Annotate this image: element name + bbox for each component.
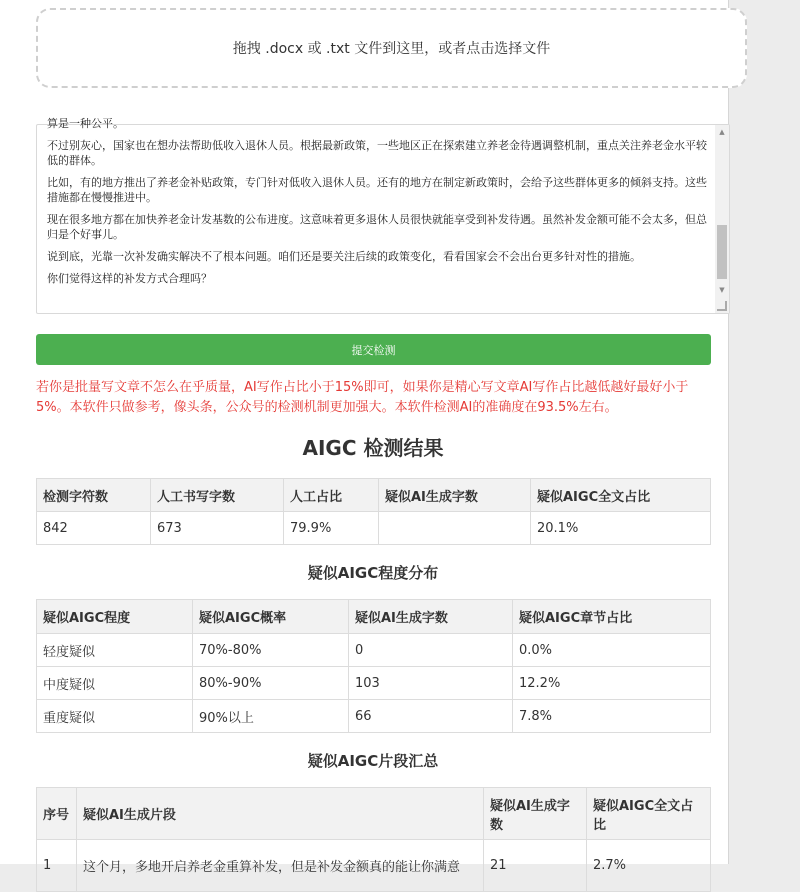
table-cell: 842 (37, 512, 151, 545)
table-row (37, 700, 711, 733)
submit-button[interactable]: 提交检测 (36, 334, 711, 365)
fragments-table (36, 787, 711, 892)
table-cell: 1 (37, 840, 77, 892)
text-paragraph: 不过别灰心，国家也在想办法帮助低收入退休人员。根据最新政策，一些地区正在探索建立养老金待遇调整机制，重点关注养老金水平较低的群体。 (47, 139, 707, 167)
textarea-content[interactable] (37, 116, 717, 293)
summary-table (36, 478, 711, 545)
distribution-table (36, 599, 711, 733)
text-paragraph: 比如，有的地方推出了养老金补贴政策，专门针对低收入退休人员。还有的地方在制定新政策时，会给予这些群体更多的倾斜支持。这些措施都在慢慢推进中。 (47, 176, 707, 204)
summary-header: 疑似AIGC全文占比 (531, 479, 711, 512)
table-cell: 673 (151, 512, 284, 545)
table-row (37, 667, 711, 700)
fragments-header: 疑似AI生成字数 (484, 788, 587, 840)
summary-header: 人工占比 (284, 479, 379, 512)
scroll-up-icon[interactable]: ▲ (719, 128, 725, 136)
table-cell: 66 (349, 700, 513, 733)
table-cell (379, 512, 531, 545)
distribution-header: 疑似AIGC章节占比 (513, 600, 711, 634)
text-paragraph: 说到底，光靠一次补发确实解决不了根本问题。咱们还是要关注后续的政策变化，看看国家会不会出台更多针对性的措施。 (47, 250, 641, 263)
table-cell: 轻度疑似 (37, 634, 193, 667)
text-paragraph: 你们觉得这样的补发方式合理吗？ (47, 272, 212, 285)
fragments-header: 疑似AI生成片段 (77, 788, 484, 840)
table-row (37, 512, 711, 545)
scroll-thumb[interactable] (717, 225, 727, 279)
table-cell: 21 (484, 840, 587, 892)
distribution-title: 疑似AIGC程度分布 (307, 564, 439, 582)
distribution-header: 疑似AIGC概率 (193, 600, 349, 634)
summary-header: 疑似AI生成字数 (379, 479, 531, 512)
table-cell: 0 (349, 634, 513, 667)
table-cell: 103 (349, 667, 513, 700)
fragments-title: 疑似AIGC片段汇总 (307, 752, 439, 770)
table-cell: 7.8% (513, 700, 711, 733)
text-paragraph: 算是一种公平。 (47, 117, 124, 130)
article-textarea[interactable] (36, 117, 730, 314)
table-cell: 12.2% (513, 667, 711, 700)
textarea-scrollbar[interactable] (715, 125, 729, 313)
table-cell: 80%-90% (193, 667, 349, 700)
table-cell: 重度疑似 (37, 700, 193, 733)
table-cell: 79.9% (284, 512, 379, 545)
distribution-header: 疑似AIGC程度 (37, 600, 193, 634)
text-paragraph: 现在很多地方都在加快养老金计发基数的公布进度。这意味着更多退休人员很快就能享受到补发待遇。虽然补发金额可能不会太多，但总归是个好事儿。 (47, 213, 707, 241)
table-cell: 2.7% (587, 840, 711, 892)
dropzone-text: 拖拽 .docx 或 .txt 文件到这里，或者点击选择文件 (232, 41, 551, 57)
distribution-header: 疑似AI生成字数 (349, 600, 513, 634)
summary-header: 人工书写字数 (151, 479, 284, 512)
fragments-header: 疑似AIGC全文占比 (587, 788, 711, 840)
table-cell: 中度疑似 (37, 667, 193, 700)
table-cell: 20.1% (531, 512, 711, 545)
fragments-header: 序号 (37, 788, 77, 840)
file-dropzone[interactable] (36, 8, 747, 88)
table-cell: 这个月，多地开启养老金重算补发，但是补发金额真的能让你满意 (77, 840, 484, 892)
table-row (37, 634, 711, 667)
scroll-down-icon[interactable]: ▼ (719, 286, 725, 294)
resize-grip-icon[interactable] (717, 301, 727, 311)
table-cell: 0.0% (513, 634, 711, 667)
table-row (37, 840, 711, 892)
results-title: AIGC 检测结果 (302, 436, 444, 460)
summary-header: 检测字符数 (37, 479, 151, 512)
table-cell: 90%以上 (193, 700, 349, 733)
notice-text: 若你是批量写文章不怎么在乎质量，AI写作占比小于15%即可，如果你是精心写文章AI写作占比越低越好最好小于5%。本软件只做参考，像头条，公众号的检测机制更加强大。本软件检测AI的准确度在93.5%左右。 (36, 380, 689, 415)
table-cell: 70%-80% (193, 634, 349, 667)
